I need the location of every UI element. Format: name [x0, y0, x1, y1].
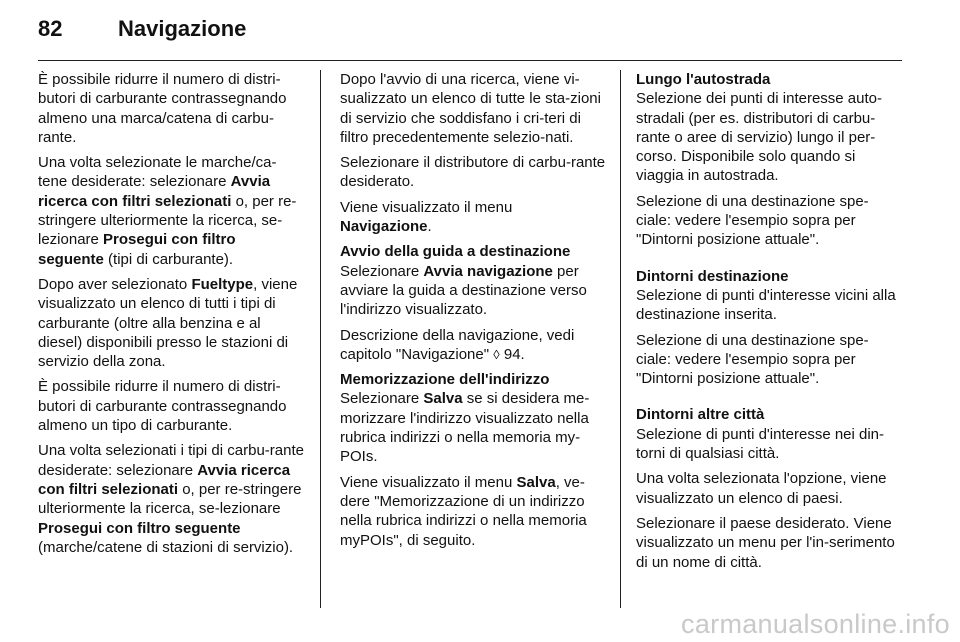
section-heading: Dintorni altre città [636, 406, 765, 424]
page-reference: 94. [499, 345, 525, 363]
paragraph [340, 473, 606, 550]
text-column-3 [636, 70, 902, 578]
section-heading: Dintorni destinazione [636, 267, 789, 285]
paragraph [636, 70, 902, 186]
paragraph [38, 441, 304, 557]
paragraph [340, 326, 606, 365]
paragraph [340, 242, 606, 319]
text: Viene visualizzato il menu [340, 473, 517, 491]
menu-option: Prosegui con filtro seguente [38, 519, 241, 537]
paragraph: Selezionare il paese desiderato. Viene visualizzato un menu per l'in-serimento di un nome di città. [636, 514, 895, 571]
text: o, per re-stringere ulteriormente la ricerca, se-lezionare [38, 192, 297, 249]
section-heading: Lungo l'autostrada [636, 71, 771, 88]
menu-option: Navigazione [340, 218, 428, 236]
menu-option: Avvia ricerca con filtri selezionati [38, 461, 291, 498]
menu-option: Prosegui con filtro seguente [38, 231, 236, 268]
paragraph [38, 275, 304, 371]
paragraph: È possibile ridurre il numero di distri-butori di carburante contrassegnando almeno una marca/catena di carbu-rante. [38, 71, 287, 146]
spacer [636, 394, 902, 405]
paragraph: Dopo l'avvio di una ricerca, viene vi-sualizzato un elenco di tutte le sta-zioni di servizio che soddisfano i cri-teri di filtro precedentemente selezio-nati. [340, 71, 601, 146]
text: Selezione di punti d'interesse nei din-torni di qualsiasi città. [636, 425, 885, 463]
section-heading: Memorizzazione dell'indirizzo [340, 371, 550, 389]
watermark-text: carmanualsonline.info [681, 609, 950, 639]
paragraph [636, 267, 902, 325]
text: Descrizione della navigazione, vedi capitolo "Navigazione" [340, 326, 575, 363]
text: , viene visualizzato un elenco di tutti i tipi di carburante (oltre alla benzina e al diesel) disponibili presso le stazioni di servizio della zona. [38, 275, 298, 371]
text: , ve-dere "Memorizzazione di un indirizzo nella rubrica indirizzi o nella memoria myPOIs", di seguito. [340, 473, 587, 549]
text: o, per re-stringere ulteriormente la ricerca, se-lezionare [38, 480, 302, 518]
paragraph: È possibile ridurre il numero di distri-butori di carburante contrassegnando almeno un tipo di carburante. [38, 378, 287, 435]
spacer [636, 256, 902, 267]
text: Una volta selezionati i tipi di carbu-rante desiderate: selezionare [38, 442, 304, 479]
text-column-1 [38, 70, 304, 563]
text: Dopo aver selezionato [38, 275, 192, 293]
text: (marche/catene di stazioni di servizio). [38, 538, 294, 556]
page-header [38, 16, 246, 52]
text: Selezione dei punti di interesse auto-stradali (per es. distributori di carbu-rante o aree di servizio) lungo il per-corso. Disponibile solo quando si viaggia in autostrada. [636, 90, 882, 185]
text-column-2 [340, 70, 606, 556]
paragraph [38, 153, 304, 269]
menu-option: Fueltype [191, 275, 254, 293]
page-number: 82 [38, 16, 63, 41]
menu-option: Avvia navigazione [423, 262, 553, 280]
text: Selezione di punti d'interesse vicini alla destinazione inserita. [636, 286, 896, 324]
column-divider [320, 70, 321, 608]
text: Selezionare [340, 390, 424, 408]
text: Selezionare [340, 262, 424, 280]
menu-option: Salva [423, 390, 463, 408]
text: se si desidera me-morizzare l'indirizzo visualizzato nella rubrica indirizzi o nella memoria my-POIs. [340, 390, 590, 466]
text: Viene visualizzato il menu [340, 198, 513, 216]
paragraph: Selezione di una destinazione spe-ciale: vedere l'esempio sopra per "Dintorni posizione attuale". [636, 192, 869, 249]
paragraph: Selezione di una destinazione spe-ciale: vedere l'esempio sopra per "Dintorni posizione attuale". [636, 331, 869, 388]
menu-option: Salva [516, 473, 556, 491]
page-reference-arrow-icon: ◊ [493, 346, 500, 362]
paragraph [340, 370, 606, 466]
section-heading: Avvio della guida a destinazione [340, 243, 571, 261]
paragraph: Una volta selezionata l'opzione, viene visualizzato un elenco di paesi. [636, 470, 887, 507]
column-divider [620, 70, 621, 608]
header-rule [38, 60, 902, 61]
paragraph: Selezionare il distributore di carbu-rante desiderato. [340, 154, 606, 191]
paragraph [636, 405, 902, 463]
text: per avviare la guida a destinazione verso l'indirizzo visualizzato. [340, 262, 587, 319]
text: (tipi di carburante). [103, 250, 234, 268]
chapter-title: Navigazione [118, 16, 247, 41]
text: Una volta selezionate le marche/ca-tene desiderate: selezionare [38, 154, 277, 191]
paragraph [340, 198, 606, 237]
text: . [427, 218, 432, 236]
menu-option: Avvia ricerca con filtri selezionati [38, 173, 271, 210]
